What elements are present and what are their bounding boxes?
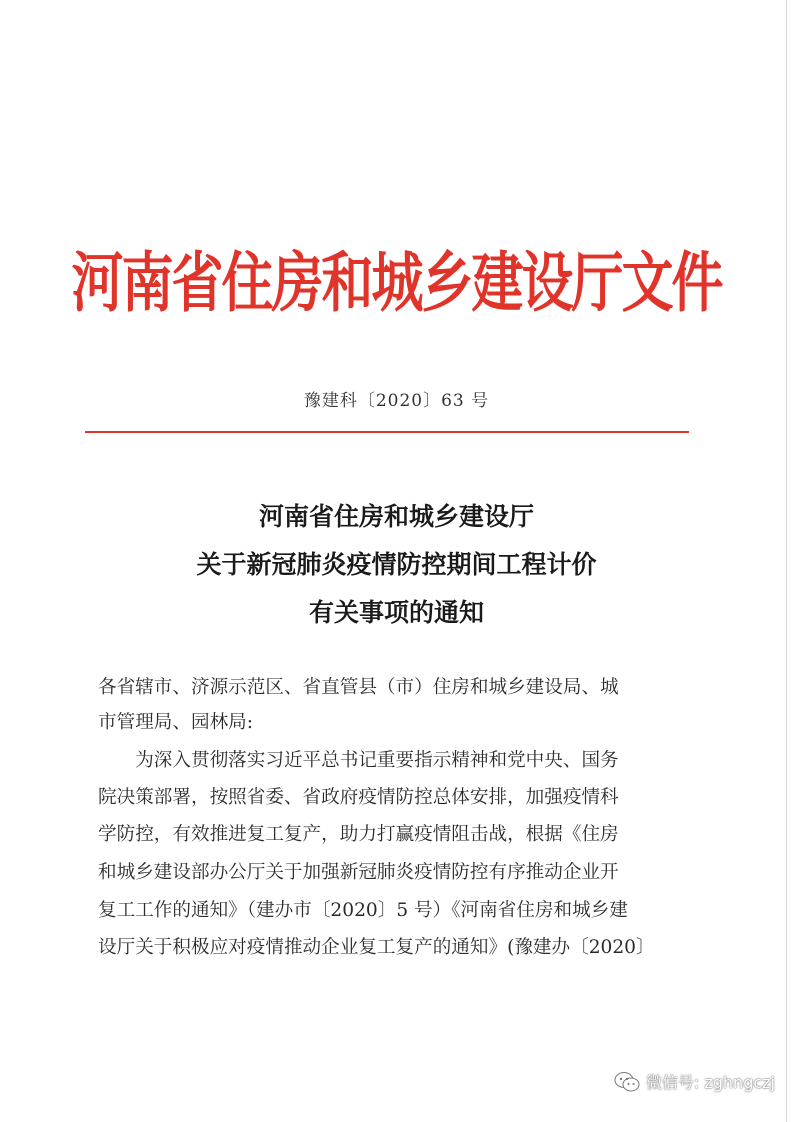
body-line-4: 院决策部署，按照省委、省政府疫情防控总体安排，加强疫情科 xyxy=(98,787,619,808)
issuer-banner: 河南省住房和城乡建设厅文件 xyxy=(71,246,722,321)
title-line-1: 河南省住房和城乡建设厅 xyxy=(258,502,534,531)
document-number: 豫建科〔2020〕63 号 xyxy=(303,391,490,411)
body-line-6: 和城乡建设部办公厅关于加强新冠肺炎疫情防控有序推动企业开 xyxy=(98,862,619,883)
body-line-1: 各省辖市、济源示范区、省直管县（市）住房和城乡建设局、城 xyxy=(98,677,619,698)
body-line-3: 为深入贯彻落实习近平总书记重要指示精神和党中央、国务 xyxy=(98,750,619,771)
wechat-watermark xyxy=(614,1070,775,1093)
red-divider xyxy=(85,431,689,433)
body-line-2: 市管理局、园林局: xyxy=(98,712,254,733)
body-line-8: 设厅关于积极应对疫情推动企业复工复产的通知》(豫建办〔2020〕 xyxy=(98,937,655,958)
title-line-3: 有关事项的通知 xyxy=(308,598,484,627)
wechat-icon xyxy=(614,1071,640,1093)
body-line-5: 学防控，有效推进复工复产，助力打赢疫情阻击战，根据《住房 xyxy=(98,824,619,845)
watermark-text: 微信号: zghngczj xyxy=(645,1073,775,1092)
title-line-2: 关于新冠肺炎疫情防控期间工程计价 xyxy=(196,550,597,579)
body-line-7: 复工工作的通知》（建办市〔2020〕5 号）《河南省住房和城乡建 xyxy=(98,900,628,921)
